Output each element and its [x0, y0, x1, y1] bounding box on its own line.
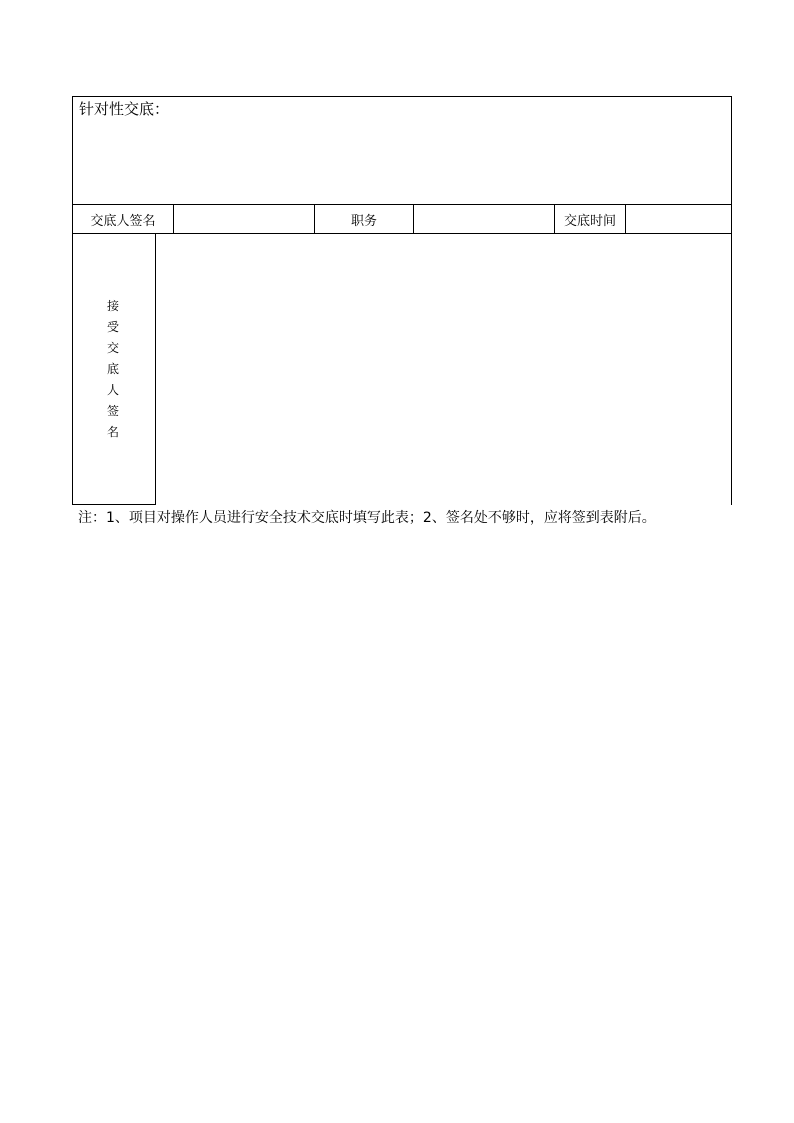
briefing-time-label: 交底时间: [554, 204, 625, 234]
targeted-briefing-content-box[interactable]: [72, 96, 732, 205]
briefer-signature-field[interactable]: [173, 204, 314, 234]
briefer-signature-label: 交底人签名: [72, 204, 173, 234]
briefing-time-field[interactable]: [625, 204, 732, 234]
receiver-label-char: 人: [106, 382, 119, 397]
receiver-label-char: 签: [106, 403, 119, 418]
receiver-label-char: 名: [106, 424, 119, 439]
receiver-label-char: 底: [106, 361, 119, 376]
signature-row: [72, 204, 732, 234]
receiver-signature-section: [72, 234, 732, 506]
position-label: 职务: [314, 204, 413, 234]
position-field[interactable]: [413, 204, 554, 234]
receiver-signature-label: [72, 234, 156, 505]
receiver-label-char: 接: [106, 298, 119, 313]
targeted-briefing-label: 针对性交底：: [79, 100, 170, 118]
footnote: 注：1、项目对操作人员进行安全技术交底时填写此表；2、签名处不够时，应将签到表附后。: [78, 510, 656, 526]
receiver-signature-area[interactable]: [156, 234, 732, 505]
receiver-label-char: 受: [106, 319, 119, 334]
receiver-label-char: 交: [106, 340, 119, 355]
